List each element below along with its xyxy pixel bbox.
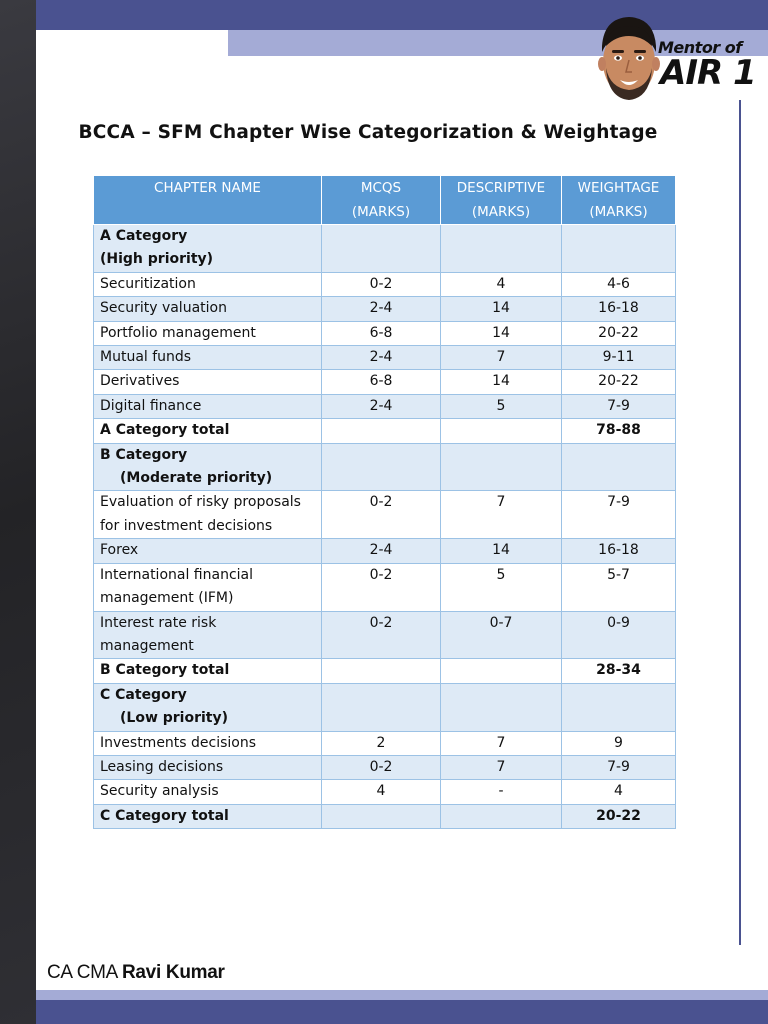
author-name: Ravi Kumar	[121, 962, 225, 983]
descriptive-marks: 14	[441, 321, 562, 345]
mcq-marks: 0-2	[322, 611, 441, 659]
chapter-name: Forex	[94, 539, 322, 563]
bottom-frame	[36, 1000, 768, 1024]
mcq-marks: 0-2	[322, 563, 441, 611]
weightage-table	[93, 175, 676, 829]
col-header-chapter: CHAPTER NAME	[94, 176, 322, 225]
category-c-heading	[94, 683, 676, 731]
mcq-marks: 0-2	[322, 272, 441, 296]
table-row	[94, 491, 676, 539]
descriptive-marks: 14	[441, 370, 562, 394]
descriptive-marks: 14	[441, 539, 562, 563]
mcq-marks: 6-8	[322, 370, 441, 394]
weightage-marks: 20-22	[562, 370, 676, 394]
category-heading: B Category (Moderate priority)	[94, 443, 322, 491]
weightage-marks: 7-9	[562, 394, 676, 418]
table-row	[94, 780, 676, 804]
table-row	[94, 611, 676, 659]
col-header-mcqs: MCQS (MARKS)	[322, 176, 441, 225]
table-row	[94, 370, 676, 394]
table-row	[94, 731, 676, 755]
brand-logo	[598, 12, 760, 108]
table-row	[94, 755, 676, 779]
weightage-marks: 16-18	[562, 297, 676, 321]
weightage-marks: 7-9	[562, 491, 676, 539]
weightage-marks: 20-22	[562, 321, 676, 345]
table-row	[94, 346, 676, 370]
table-row	[94, 539, 676, 563]
mcq-marks: 0-2	[322, 491, 441, 539]
mcq-marks: 2-4	[322, 297, 441, 321]
author-prefix: CA CMA	[47, 962, 117, 983]
mcq-marks: 6-8	[322, 321, 441, 345]
category-heading: A Category (High priority)	[94, 225, 322, 273]
descriptive-marks: 4	[441, 272, 562, 296]
chapter-name: Digital finance	[94, 394, 322, 418]
table-row	[94, 563, 676, 611]
chapter-name: Security valuation	[94, 297, 322, 321]
bottom-accent-band	[36, 990, 768, 1000]
category-total-value: 20-22	[562, 804, 676, 828]
page-title: BCCA – SFM Chapter Wise Categorization & Weightage	[78, 122, 658, 143]
chapter-name: Interest rate risk management	[94, 611, 322, 659]
chapter-name: Securitization	[94, 272, 322, 296]
mcq-marks: 2-4	[322, 539, 441, 563]
chapter-name: Leasing decisions	[94, 755, 322, 779]
right-rule	[739, 100, 741, 945]
weightage-marks: 5-7	[562, 563, 676, 611]
category-total-label: B Category total	[94, 659, 322, 683]
weightage-marks: 9	[562, 731, 676, 755]
descriptive-marks: 7	[441, 755, 562, 779]
chapter-name: International financial management (IFM)	[94, 563, 322, 611]
mcq-marks: 2-4	[322, 394, 441, 418]
category-b-heading	[94, 443, 676, 491]
weightage-marks: 4-6	[562, 272, 676, 296]
chapter-name: Investments decisions	[94, 731, 322, 755]
weightage-marks: 0-9	[562, 611, 676, 659]
col-header-descriptive: DESCRIPTIVE (MARKS)	[441, 176, 562, 225]
category-total-label: C Category total	[94, 804, 322, 828]
table-row	[94, 272, 676, 296]
mcq-marks: 4	[322, 780, 441, 804]
author-signature	[47, 962, 225, 984]
col-header-weightage: WEIGHTAGE (MARKS)	[562, 176, 676, 225]
table-row	[94, 394, 676, 418]
descriptive-marks: 7	[441, 346, 562, 370]
brand-tagline: Mentor of	[658, 38, 742, 57]
mcq-marks: 2	[322, 731, 441, 755]
weightage-marks: 16-18	[562, 539, 676, 563]
weightage-marks: 9-11	[562, 346, 676, 370]
chapter-name: Evaluation of risky proposals for investment decisions	[94, 491, 322, 539]
category-total-value: 78-88	[562, 419, 676, 443]
left-frame	[0, 0, 36, 1024]
chapter-name: Derivatives	[94, 370, 322, 394]
mcq-marks: 0-2	[322, 755, 441, 779]
weightage-marks: 7-9	[562, 755, 676, 779]
category-c-total-row	[94, 804, 676, 828]
brand-air-rank: AIR 1	[660, 53, 756, 93]
category-total-value: 28-34	[562, 659, 676, 683]
category-b-total-row	[94, 659, 676, 683]
descriptive-marks: 5	[441, 563, 562, 611]
chapter-name: Portfolio management	[94, 321, 322, 345]
descriptive-marks: 5	[441, 394, 562, 418]
descriptive-marks: 14	[441, 297, 562, 321]
descriptive-marks: 7	[441, 491, 562, 539]
category-heading: C Category (Low priority)	[94, 683, 322, 731]
chapter-name: Security analysis	[94, 780, 322, 804]
category-total-label: A Category total	[94, 419, 322, 443]
category-a-total-row	[94, 419, 676, 443]
table-row	[94, 297, 676, 321]
chapter-name: Mutual funds	[94, 346, 322, 370]
descriptive-marks: 7	[441, 731, 562, 755]
cartoon-face-icon	[598, 12, 660, 108]
header-row	[94, 176, 676, 225]
table-row	[94, 321, 676, 345]
mcq-marks: 2-4	[322, 346, 441, 370]
category-a-heading	[94, 225, 676, 273]
descriptive-marks: -	[441, 780, 562, 804]
descriptive-marks: 0-7	[441, 611, 562, 659]
weightage-marks: 4	[562, 780, 676, 804]
page-tab	[36, 30, 228, 56]
